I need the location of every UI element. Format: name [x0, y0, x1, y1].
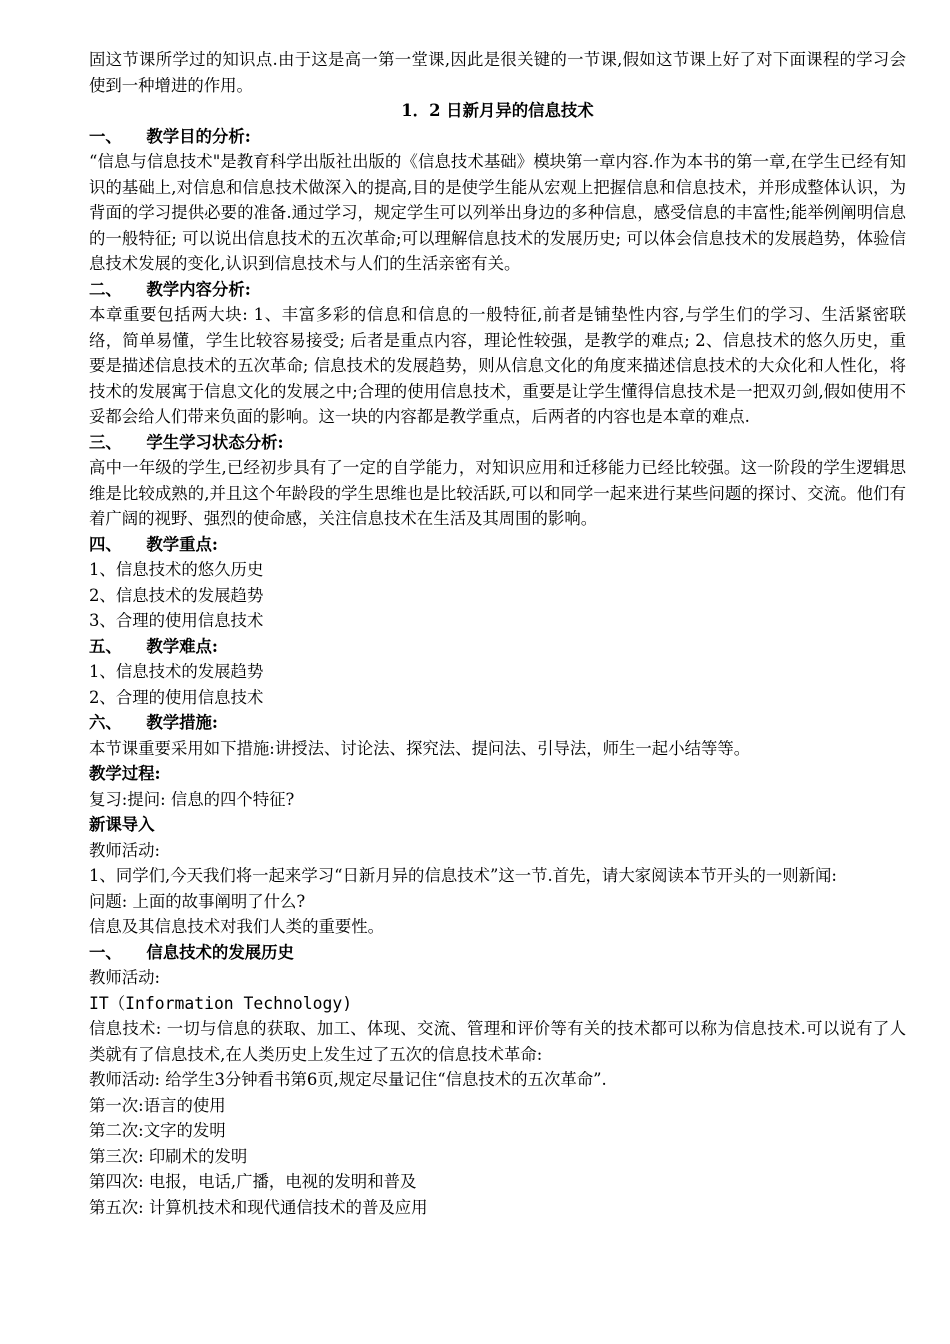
key-point-item: 1、信息技术的悠久历史 — [89, 560, 264, 579]
key-point-item: 2、信息技术的发展趋势 — [89, 585, 264, 605]
content-analysis-paragraph: 本章重要包括两大块: 1、丰富多彩的信息和信息的一般特征,前者是铺垫性内容,与学生们的学习、生活紧密联络，简单易懂，学生比较容易接受; 后者是重点内容，理论性较强，是教学的难点; 2、信息技术的悠久历史，重要是描述信息技术的五次革命; 信息技术的发展趋势，则从信息文化的角度来描述信息技术的大众化和人性化，将技术的发展寓于信息文化的发展之中;合理的使用信息技术，重要是让学生懂得信息技术是一把双刃剑,假如使用不妥都会给人们带来负面的影响。这一块的内容都是教学重点，后两者的内容也是本章的难点. — [89, 305, 906, 426]
heading-it-history: 一、 信息技术的发展历史 — [89, 942, 294, 962]
teacher-task-line: 教师活动: 给学生3分钟看书第6页,规定尽量记住“信息技术的五次革命”. — [89, 1070, 607, 1089]
review-line: 复习:提问: 信息的四个特征? — [89, 789, 295, 809]
heading-key-points: 四、 教学重点: — [89, 534, 218, 554]
key-point-item: 3、合理的使用信息技术 — [89, 611, 264, 630]
difficult-point-item: 1、信息技术的发展趋势 — [89, 662, 264, 681]
student-analysis-paragraph: 高中一年级的学生,已经初步具有了一定的自学能力，对知识应用和迁移能力已经比较强。这一阶段的学生逻辑思维是比较成熟的,并且这个年龄段的学生思维也是比较活跃,可以和同学一起来进行某些问题的探讨、交流。他们有着广阔的视野、强烈的使命感，关注信息技术在生活及其周围的影响。 — [89, 458, 906, 528]
revolution-item: 第三次: 印刷术的发明 — [89, 1146, 248, 1166]
revolution-item: 第一次:语言的使用 — [89, 1095, 226, 1115]
it-definition-line: IT（Information Technology) — [89, 993, 353, 1013]
revolution-item: 第二次:文字的发明 — [89, 1121, 226, 1140]
intro-paragraph: 固这节课所学过的知识点.由于这是高一第一堂课,因此是很关键的一节课,假如这节课上好了对下面课程的学习会使到一种增进的作用。 — [89, 50, 906, 95]
heading-content-analysis: 二、 教学内容分析: — [89, 279, 251, 299]
heading-teaching-measures: 六、 教学措施: — [89, 713, 218, 732]
difficult-point-item: 2、合理的使用信息技术 — [89, 687, 264, 707]
measures-paragraph: 本节课重要采用如下措施:讲授法、讨论法、探究法、提问法、引导法，师生一起小结等等。 — [89, 738, 751, 758]
heading-teaching-objective: 一、 教学目的分析: — [89, 126, 251, 146]
it-definition-paragraph: 信息技术: 一切与信息的获取、加工、体现、交流、管理和评价等有关的技术都可以称为信息技术.可以说有了人类就有了信息技术,在人类历史上发生过了五次的信息技术革命: — [89, 1019, 906, 1064]
heading-student-analysis: 三、 学生学习状态分析: — [89, 432, 284, 452]
heading-difficult-points: 五、 教学难点: — [89, 636, 218, 656]
revolution-item: 第四次: 电报，电话,广播，电视的发明和普及 — [89, 1172, 417, 1191]
heading-new-lesson: 新课导入 — [89, 815, 155, 834]
new-lesson-paragraph: 1、同学们,今天我们将一起来学习“日新月异的信息技术”这一节.首先，请大家阅读本节开头的一则新闻: — [89, 866, 837, 885]
teacher-activity-label: 教师活动: — [89, 840, 161, 860]
teacher-activity-label: 教师活动: — [89, 968, 161, 987]
heading-teaching-process: 教学过程: — [89, 764, 161, 783]
objective-paragraph: “信息与信息技术"是教育科学出版社出版的《信息技术基础》模块第一章内容.作为本书的第一章,在学生已经有知识的基础上,对信息和信息技术做深入的提高,目的是使学生能从宏观上把握信息和信息技术，并形成整体认识，为背面的学习提供必要的准备.通过学习，规定学生可以列举出身边的多种信息，感受信息的丰富性;能举例阐明信息的一般特征; 可以说出信息技术的五次革命;可以理解信息技术的发展历史; 可以体会信息技术的发展趋势，体验信息技术发展的变化,认识到信息技术与人们的生活亲密有关。 — [89, 152, 906, 273]
answer-line: 信息及其信息技术对我们人类的重要性。 — [89, 917, 385, 936]
question-line: 问题: 上面的故事阐明了什么? — [89, 891, 306, 911]
section-title: 1．2 日新月异的信息技术 — [401, 101, 594, 120]
revolution-item: 第五次: 计算机技术和现代通信技术的普及应用 — [89, 1197, 428, 1217]
